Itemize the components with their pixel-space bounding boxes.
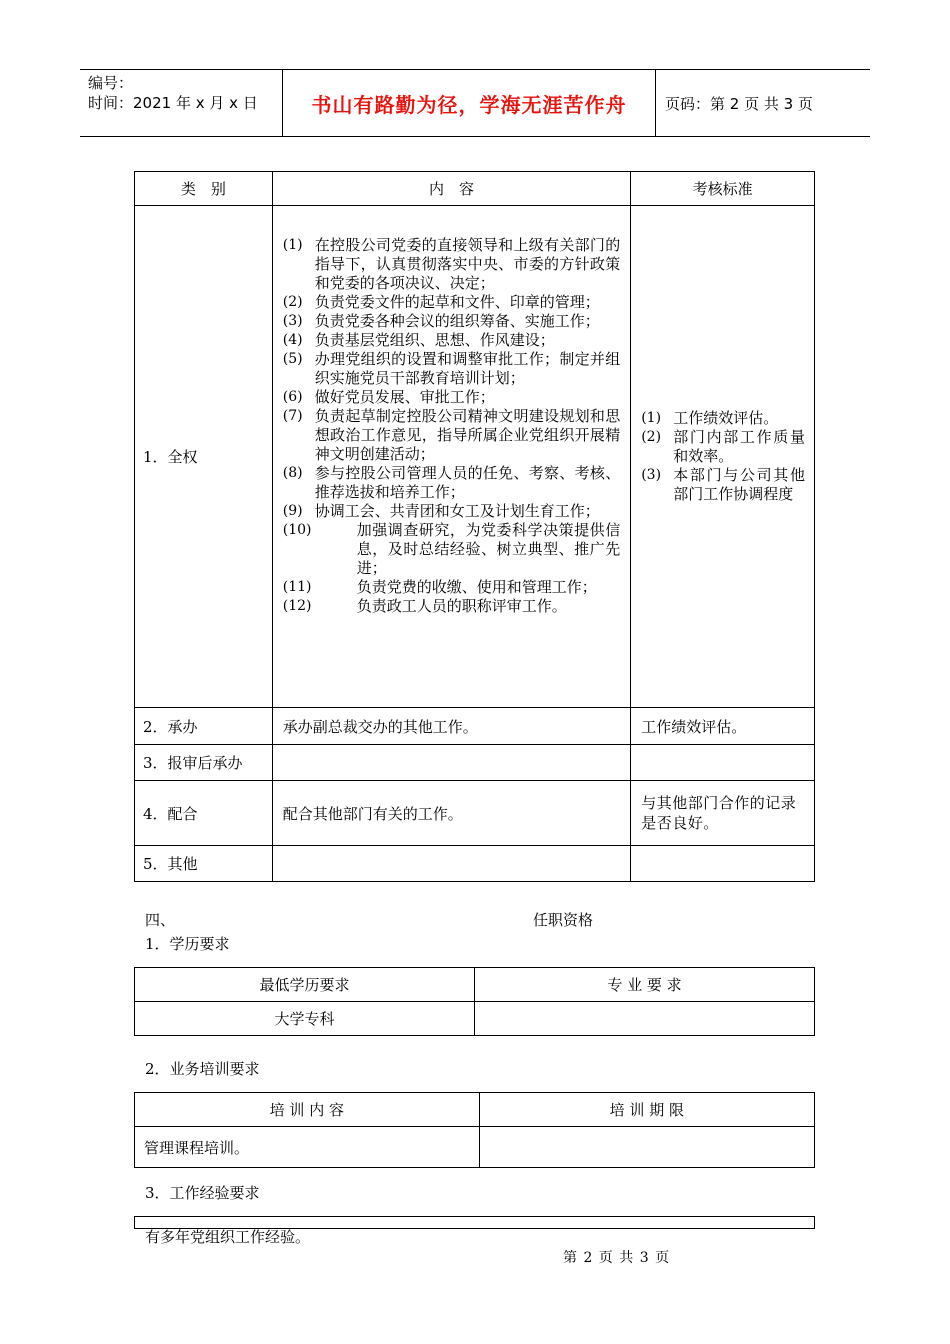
standard-cell <box>631 206 815 708</box>
document-number-label: 编号： <box>88 74 134 92</box>
category-cell: 3．报审后承办 <box>135 745 273 781</box>
table-row <box>135 1002 815 1036</box>
list-item: (1) 在控股公司党委的直接领导和上级有关部门的指导下，认真贯彻落实中央、市委的方针政策和党委的各项决议、决定； <box>282 236 621 292</box>
content-cell: 承办副总裁交办的其他工作。 <box>272 708 630 745</box>
training-header-period: 培 训 期 限 <box>479 1093 814 1127</box>
content-cell: 配合其他部门有关的工作。 <box>272 781 630 846</box>
content-cell <box>272 206 630 708</box>
duty-table <box>134 171 815 882</box>
education-value-major <box>475 1002 815 1036</box>
header-page-cell <box>655 70 870 136</box>
education-table <box>134 967 815 1036</box>
table-row <box>135 781 815 846</box>
header-standard: 考核标准 <box>631 172 815 206</box>
section-number: 四、 <box>145 911 176 929</box>
header-motto-cell <box>282 70 656 136</box>
list-item: (3) 负责党委各种会议的组织筹备、实施工作； <box>282 312 600 330</box>
list-item: (7) 负责起草制定控股公司精神文明建设规划和思想政治工作意见，指导所属企业党组织开展精神文明创建活动； <box>282 407 621 463</box>
list-item: (9) 协调工会、共青团和女工及计划生育工作； <box>282 502 600 520</box>
standard-cell: 与其他部门合作的记录是否良好。 <box>631 781 815 846</box>
list-item: (8) 参与控股公司管理人员的任免、考察、考核、推荐选拔和培养工作； <box>282 464 621 501</box>
list-item: (6) 做好党员发展、审批工作； <box>282 388 495 406</box>
training-value-period <box>479 1127 814 1168</box>
experience-value: 有多年党组织工作经验。 <box>145 1228 311 1246</box>
list-item: (3) 本部门与公司其他部门工作协调程度 <box>641 466 805 503</box>
header-page-info: 页码：第 2 页 共 3 页 <box>665 94 813 113</box>
table-row <box>135 745 815 781</box>
list-item: (11) 负责党费的收缴、使用和管理工作； <box>282 578 597 596</box>
header-content: 内 容 <box>272 172 630 206</box>
table-row <box>135 1093 815 1127</box>
list-item: (5) 办理党组织的设置和调整审批工作；制定并组织实施党员干部教育培训计划； <box>282 350 621 387</box>
education-label: 1．学历要求 <box>145 935 230 953</box>
training-value-content: 管理课程培训。 <box>135 1127 480 1168</box>
list-item: (12) 负责政工人员的职称评审工作。 <box>282 597 567 615</box>
duty-list <box>283 236 620 616</box>
table-row <box>135 1127 815 1168</box>
list-item: (10) 加强调查研究，为党委科学决策提供信息，及时总结经验、树立典型、推广先进； <box>282 521 621 577</box>
list-item: (1) 工作绩效评估。 <box>641 409 779 427</box>
table-row <box>135 846 815 882</box>
training-label: 2．业务培训要求 <box>145 1060 260 1078</box>
list-item: (2) 部门内部工作质量和效率。 <box>641 428 805 465</box>
education-header-min: 最低学历要求 <box>135 968 475 1002</box>
standard-cell: 工作绩效评估。 <box>631 708 815 745</box>
table-row <box>135 206 815 708</box>
training-header-content: 培 训 内 容 <box>135 1093 480 1127</box>
standard-list <box>641 409 805 504</box>
category-cell: 1．全权 <box>135 206 273 708</box>
list-item: (2) 负责党委文件的起草和文件、印章的管理； <box>282 293 600 311</box>
education-value-min: 大学专科 <box>135 1002 475 1036</box>
category-cell: 5．其他 <box>135 846 273 882</box>
table-row <box>135 968 815 1002</box>
document-time-label: 时间：2021 年 x 月 x 日 <box>88 94 258 112</box>
content-cell <box>272 846 630 882</box>
standard-cell <box>631 846 815 882</box>
section-title: 任职资格 <box>533 911 594 929</box>
standard-cell <box>631 745 815 781</box>
table-row <box>135 708 815 745</box>
header-category: 类 别 <box>135 172 273 206</box>
list-item: (4) 负责基层党组织、思想、作风建设； <box>282 331 555 349</box>
page-header <box>80 69 870 137</box>
experience-label: 3．工作经验要求 <box>145 1184 260 1202</box>
content-cell <box>272 745 630 781</box>
education-header-major: 专 业 要 求 <box>475 968 815 1002</box>
header-meta <box>80 70 282 136</box>
header-motto: 书山有路勤为径，学海无涯苦作舟 <box>311 92 627 117</box>
category-cell: 4．配合 <box>135 781 273 846</box>
category-cell: 2．承办 <box>135 708 273 745</box>
duty-table-header-row <box>135 172 815 206</box>
page-footer: 第 2 页 共 3 页 <box>563 1250 671 1266</box>
training-table <box>134 1092 815 1168</box>
